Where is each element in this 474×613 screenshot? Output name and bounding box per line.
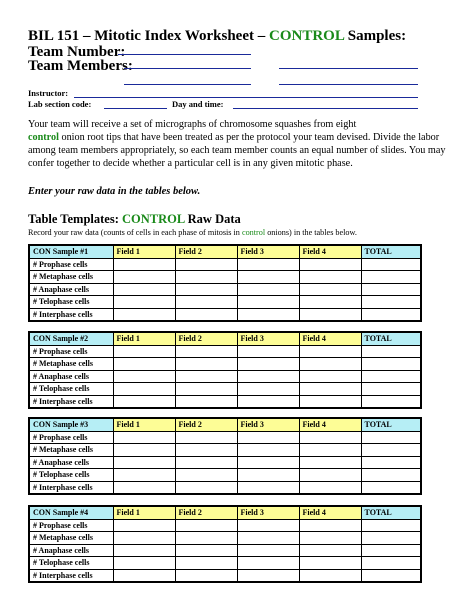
data-cell[interactable] [175, 296, 237, 309]
data-cell[interactable] [237, 383, 299, 396]
data-cell[interactable] [299, 431, 361, 444]
data-cell[interactable] [361, 271, 421, 284]
table-row [29, 258, 421, 271]
data-cell[interactable] [237, 557, 299, 570]
table-row [29, 358, 421, 371]
data-cell[interactable] [361, 519, 421, 532]
sample-label: CON Sample #1 [29, 245, 113, 258]
data-cell[interactable] [237, 358, 299, 371]
data-cell[interactable] [113, 544, 175, 557]
row-label: # Telophase cells [29, 557, 113, 570]
table-row [29, 308, 421, 321]
table-row [29, 444, 421, 457]
data-cell[interactable] [113, 395, 175, 408]
table-header-row [29, 506, 421, 519]
templates-subtitle-control-word: control [241, 228, 266, 237]
data-cell[interactable] [175, 519, 237, 532]
data-cell[interactable] [175, 431, 237, 444]
data-cell[interactable] [175, 456, 237, 469]
team-member-field-1[interactable] [124, 68, 251, 69]
row-label: # Prophase cells [29, 345, 113, 358]
row-label: # Metaphase cells [29, 532, 113, 545]
table-row [29, 283, 421, 296]
row-label: # Telophase cells [29, 469, 113, 482]
data-cell[interactable] [175, 283, 237, 296]
table-row [29, 557, 421, 570]
data-cell[interactable] [361, 557, 421, 570]
instructor-label: Instructor: [28, 88, 69, 98]
row-label: # Interphase cells [29, 569, 113, 582]
data-cell[interactable] [175, 544, 237, 557]
column-header: Field 4 [299, 418, 361, 431]
table-row [29, 532, 421, 545]
data-cell[interactable] [361, 358, 421, 371]
column-header: Field 1 [113, 418, 175, 431]
sample-table-1 [28, 244, 422, 322]
data-cell[interactable] [299, 308, 361, 321]
data-cell[interactable] [361, 444, 421, 457]
data-cell[interactable] [113, 481, 175, 494]
data-cell[interactable] [237, 271, 299, 284]
data-cell[interactable] [113, 444, 175, 457]
row-label: # Prophase cells [29, 258, 113, 271]
data-cell[interactable] [237, 370, 299, 383]
table-row [29, 370, 421, 383]
data-cell[interactable] [361, 469, 421, 482]
column-header: TOTAL [361, 418, 421, 431]
data-cell[interactable] [237, 456, 299, 469]
data-cell[interactable] [299, 519, 361, 532]
worksheet-title [28, 28, 406, 45]
data-cell[interactable] [113, 431, 175, 444]
templates-title-part: Table Templates: [28, 212, 123, 226]
data-cell[interactable] [175, 395, 237, 408]
templates-subtitle-part: onions) in the tables below. [265, 228, 357, 237]
table-row [29, 569, 421, 582]
data-cell[interactable] [113, 569, 175, 582]
data-cell[interactable] [113, 370, 175, 383]
data-cell[interactable] [175, 358, 237, 371]
column-header: Field 3 [237, 245, 299, 258]
table-header-row [29, 418, 421, 431]
templates-title [28, 212, 241, 227]
data-cell[interactable] [299, 456, 361, 469]
row-label: # Metaphase cells [29, 358, 113, 371]
data-cell[interactable] [113, 456, 175, 469]
data-cell[interactable] [299, 444, 361, 457]
column-header: Field 1 [113, 332, 175, 345]
data-cell[interactable] [361, 569, 421, 582]
table-header-row [29, 245, 421, 258]
data-cell[interactable] [299, 258, 361, 271]
team-member-field-2[interactable] [279, 68, 418, 69]
instructions-text: Your team will receive a set of micrographs of chromosome squashes from eight [28, 119, 357, 130]
data-cell[interactable] [237, 308, 299, 321]
data-cell[interactable] [237, 283, 299, 296]
table-row [29, 469, 421, 482]
column-header: Field 4 [299, 245, 361, 258]
data-cell[interactable] [299, 395, 361, 408]
data-cell[interactable] [361, 383, 421, 396]
data-cell[interactable] [175, 481, 237, 494]
data-cell[interactable] [237, 481, 299, 494]
instructions-text: onion root tips that have been treated as per the protocol your team devised. Divide the labor among team members appropriately, so each team member counts an equal number of slides. You may confer together to decide whether a particular cell is in any given mitotic phase. [28, 132, 446, 169]
data-cell[interactable] [361, 258, 421, 271]
data-cell[interactable] [237, 296, 299, 309]
data-cell[interactable] [113, 519, 175, 532]
team-number-field[interactable] [118, 54, 251, 55]
column-header: Field 2 [175, 418, 237, 431]
table-row [29, 345, 421, 358]
row-label: # Telophase cells [29, 383, 113, 396]
day-time-field[interactable] [233, 108, 418, 109]
column-header: Field 2 [175, 332, 237, 345]
row-label: # Metaphase cells [29, 444, 113, 457]
instructions-control-word: control [28, 132, 59, 143]
data-cell[interactable] [237, 532, 299, 545]
data-cell[interactable] [113, 258, 175, 271]
data-cell[interactable] [113, 296, 175, 309]
sample-table-4 [28, 505, 422, 583]
column-header: Field 2 [175, 245, 237, 258]
data-cell[interactable] [299, 569, 361, 582]
sample-label: CON Sample #2 [29, 332, 113, 345]
data-cell[interactable] [299, 557, 361, 570]
team-number-label: Team Number: [28, 44, 126, 60]
title-part: Samples: [344, 28, 407, 44]
data-cell[interactable] [113, 358, 175, 371]
data-cell[interactable] [299, 544, 361, 557]
data-cell[interactable] [361, 456, 421, 469]
data-cell[interactable] [361, 544, 421, 557]
data-cell[interactable] [175, 444, 237, 457]
data-cell[interactable] [175, 469, 237, 482]
row-label: # Anaphase cells [29, 456, 113, 469]
templates-subtitle [28, 228, 357, 237]
data-cell[interactable] [361, 481, 421, 494]
data-cell[interactable] [361, 296, 421, 309]
data-cell[interactable] [175, 258, 237, 271]
data-cell[interactable] [299, 271, 361, 284]
column-header: Field 3 [237, 506, 299, 519]
row-label: # Interphase cells [29, 395, 113, 408]
table-header-row [29, 332, 421, 345]
data-cell[interactable] [175, 532, 237, 545]
data-cell[interactable] [361, 283, 421, 296]
team-member-field-4[interactable] [279, 84, 418, 85]
team-member-field-3[interactable] [124, 84, 251, 85]
data-cell[interactable] [299, 283, 361, 296]
row-label: # Interphase cells [29, 481, 113, 494]
data-cell[interactable] [299, 383, 361, 396]
data-cell[interactable] [113, 532, 175, 545]
data-cell[interactable] [175, 271, 237, 284]
title-control-word: CONTROL [268, 28, 344, 44]
data-cell[interactable] [113, 271, 175, 284]
data-cell[interactable] [299, 469, 361, 482]
title-part: BIL 151 – Mitotic Index Worksheet – [28, 28, 269, 44]
data-cell[interactable] [175, 557, 237, 570]
row-label: # Interphase cells [29, 308, 113, 321]
column-header: Field 3 [237, 332, 299, 345]
sample-label: CON Sample #3 [29, 418, 113, 431]
data-cell[interactable] [175, 370, 237, 383]
row-label: # Anaphase cells [29, 370, 113, 383]
sample-table-2 [28, 331, 422, 409]
table-row [29, 481, 421, 494]
data-cell[interactable] [299, 532, 361, 545]
table-row [29, 544, 421, 557]
data-cell[interactable] [113, 308, 175, 321]
data-cell[interactable] [175, 308, 237, 321]
instructor-field[interactable] [74, 97, 418, 98]
data-cell[interactable] [113, 345, 175, 358]
templates-title-part: Raw Data [184, 212, 241, 226]
data-cell[interactable] [113, 557, 175, 570]
data-cell[interactable] [299, 345, 361, 358]
data-cell[interactable] [237, 258, 299, 271]
column-header: Field 4 [299, 506, 361, 519]
data-cell[interactable] [237, 345, 299, 358]
data-cell[interactable] [361, 308, 421, 321]
column-header: Field 1 [113, 506, 175, 519]
row-label: # Prophase cells [29, 519, 113, 532]
data-cell[interactable] [237, 431, 299, 444]
data-cell[interactable] [361, 345, 421, 358]
row-label: # Anaphase cells [29, 544, 113, 557]
table-row [29, 296, 421, 309]
data-cell[interactable] [175, 383, 237, 396]
sample-table-3 [28, 417, 422, 495]
row-label: # Telophase cells [29, 296, 113, 309]
data-cell[interactable] [113, 383, 175, 396]
data-cell[interactable] [237, 544, 299, 557]
table-row [29, 431, 421, 444]
lab-section-label: Lab section code: [28, 99, 92, 109]
data-cell[interactable] [299, 481, 361, 494]
data-cell[interactable] [361, 431, 421, 444]
data-cell[interactable] [113, 283, 175, 296]
day-time-label: Day and time: [172, 99, 224, 109]
table-row [29, 271, 421, 284]
data-cell[interactable] [237, 395, 299, 408]
column-header: TOTAL [361, 332, 421, 345]
instructions-paragraph [28, 118, 448, 170]
data-cell[interactable] [361, 532, 421, 545]
team-members-label: Team Members: [28, 58, 133, 74]
table-row [29, 456, 421, 469]
row-label: # Metaphase cells [29, 271, 113, 284]
column-header: Field 3 [237, 418, 299, 431]
data-cell[interactable] [237, 519, 299, 532]
enter-data-note: Enter your raw data in the tables below. [28, 186, 201, 197]
data-cell[interactable] [299, 296, 361, 309]
data-cell[interactable] [175, 569, 237, 582]
column-header: TOTAL [361, 506, 421, 519]
data-cell[interactable] [113, 469, 175, 482]
data-cell[interactable] [175, 345, 237, 358]
column-header: Field 2 [175, 506, 237, 519]
column-header: Field 4 [299, 332, 361, 345]
table-row [29, 395, 421, 408]
row-label: # Anaphase cells [29, 283, 113, 296]
data-cell[interactable] [237, 569, 299, 582]
data-cell[interactable] [361, 395, 421, 408]
sample-label: CON Sample #4 [29, 506, 113, 519]
table-row [29, 519, 421, 532]
lab-section-field[interactable] [104, 108, 167, 109]
data-cell[interactable] [299, 358, 361, 371]
data-cell[interactable] [299, 370, 361, 383]
column-header: TOTAL [361, 245, 421, 258]
templates-subtitle-part: Record your raw data (counts of cells in each phase of mitosis in [28, 228, 242, 237]
data-cell[interactable] [237, 469, 299, 482]
data-cell[interactable] [361, 370, 421, 383]
data-cell[interactable] [237, 444, 299, 457]
table-row [29, 383, 421, 396]
row-label: # Prophase cells [29, 431, 113, 444]
column-header: Field 1 [113, 245, 175, 258]
templates-control-word: CONTROL [122, 212, 185, 226]
